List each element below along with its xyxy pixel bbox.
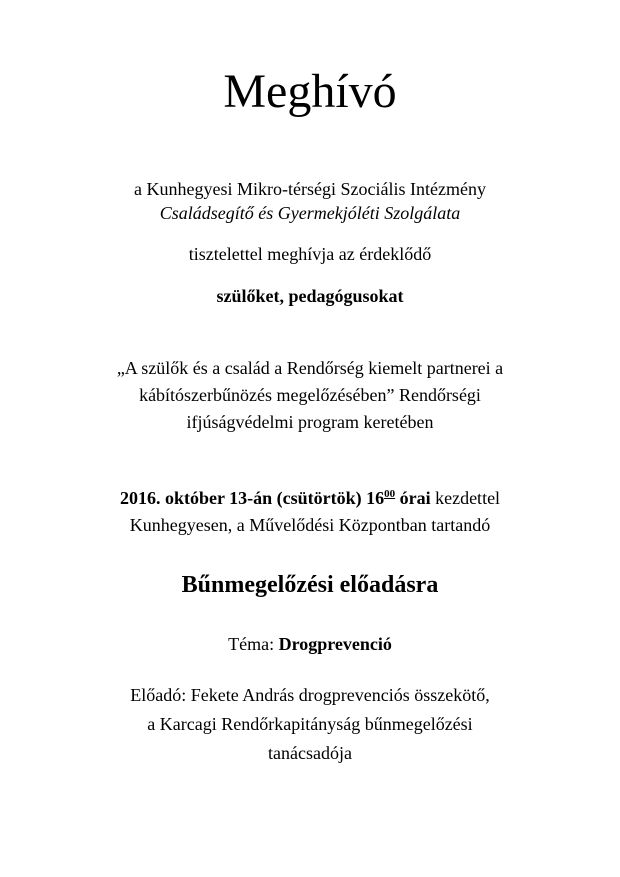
topic-line (0, 633, 620, 655)
topic-value: Drogprevenció (278, 634, 392, 654)
invite-line: tisztelettel meghívja az érdeklődő (188, 244, 432, 264)
speaker-line-1: Előadó: Fekete András drogprevenciós összekötő, (130, 685, 490, 705)
audience-line: szülőket, pedagógusokat (216, 286, 404, 306)
event-time-suffix: órai (395, 488, 431, 508)
page-title: Meghívó (223, 65, 397, 118)
organizer-line-2: Családsegítő és Gyermekjóléti Szolgálata (159, 203, 461, 223)
lecture-title: Bűnmegelőzési előadásra (181, 572, 439, 598)
speaker-line-3: tanácsadója (268, 743, 352, 763)
event-date: 2016. október 13-án (csütörtök) 16 (119, 488, 385, 508)
event-date-line (0, 487, 620, 509)
organizer-line-1: a Kunhegyesi Mikro-térségi Szociális Intézmény (134, 179, 486, 199)
event-location: Kunhegyesen, a Művelődési Központban tartandó (129, 515, 491, 535)
speaker-line-2: a Karcagi Rendőrkapitányság bűnmegelőzési (147, 714, 473, 734)
program-line-2: kábítószerbűnözés megelőzésében” Rendőrségi (139, 385, 481, 405)
program-line-3: ifjúságvédelmi program keretében (186, 412, 434, 432)
topic-label: Téma: (228, 634, 279, 654)
event-time-minutes: 00 (384, 488, 396, 500)
program-line-1: „A szülők és a család a Rendőrség kiemelt partnerei a (116, 358, 504, 378)
event-start-text: kezdettel (430, 488, 501, 508)
